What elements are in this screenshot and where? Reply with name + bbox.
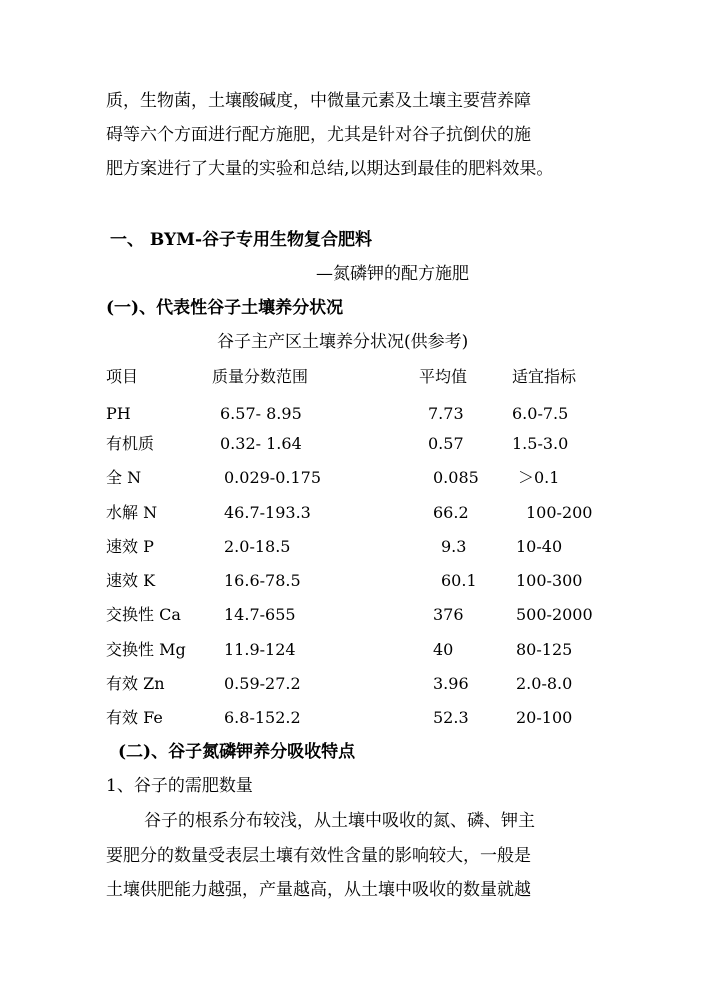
row-item: 交换性 Mg <box>106 640 186 659</box>
row-range: 14.7-655 <box>224 605 296 624</box>
row-average: 9.3 <box>441 537 467 556</box>
row-range: 6.57- 8.95 <box>220 404 302 423</box>
row-suitable: 6.0-7.5 <box>512 404 569 423</box>
row-item: 有机质 <box>106 434 155 453</box>
body-line-1: 谷子的根系分布较浅，从土壤中吸收的氮、磷、钾主 <box>144 811 535 831</box>
subsection-heading-1: (一)、代表性谷子土壤养分状况 <box>106 298 344 318</box>
row-item: PH <box>106 404 131 423</box>
row-range: 11.9-124 <box>224 640 296 659</box>
row-average: 0.085 <box>433 468 479 487</box>
row-average: 7.73 <box>428 404 464 423</box>
row-range: 6.8-152.2 <box>224 708 301 727</box>
row-range: 0.59-27.2 <box>224 674 301 693</box>
row-suitable: 10-40 <box>516 537 563 556</box>
row-suitable: 500-2000 <box>516 605 593 624</box>
row-item: 全 N <box>106 468 142 487</box>
item-heading-1: 1、谷子的需肥数量 <box>106 776 253 796</box>
subsection-heading-2: (二)、谷子氮磷钾养分吸收特点 <box>118 742 356 762</box>
row-average: 66.2 <box>433 503 469 522</box>
header-suitable: 适宜指标 <box>512 367 577 386</box>
header-item: 项目 <box>106 367 139 386</box>
table-caption: 谷子主产区土壤养分状况(供参考) <box>217 332 469 352</box>
intro-line-1: 质，生物菌，土壤酸碱度，中微量元素及土壤主要营养障 <box>106 91 531 111</box>
row-item: 有效 Fe <box>106 708 163 727</box>
header-range: 质量分数范围 <box>212 367 309 386</box>
row-range: 16.6-78.5 <box>224 571 301 590</box>
row-average: 60.1 <box>441 571 477 590</box>
row-average: 40 <box>433 640 454 659</box>
section-subtitle: —氮磷钾的配方施肥 <box>316 264 469 284</box>
row-range: 0.029-0.175 <box>224 468 322 487</box>
body-line-2: 要肥分的数量受表层土壤有效性含量的影响较大，一般是 <box>106 846 531 866</box>
row-item: 速效 P <box>106 537 154 556</box>
row-item: 水解 N <box>106 503 158 522</box>
row-average: 0.57 <box>428 434 464 453</box>
intro-line-2: 碍等六个方面进行配方施肥，尤其是针对谷子抗倒伏的施 <box>106 125 531 145</box>
body-line-3: 土壤供肥能力越强，产量越高，从土壤中吸收的数量就越 <box>106 880 531 900</box>
row-suitable: 100-200 <box>526 503 593 522</box>
row-item: 有效 Zn <box>106 674 165 693</box>
row-average: 376 <box>433 605 464 624</box>
row-average: 52.3 <box>433 708 469 727</box>
row-suitable: 20-100 <box>516 708 573 727</box>
row-range: 0.32- 1.64 <box>220 434 302 453</box>
row-suitable: 100-300 <box>516 571 583 590</box>
row-suitable: 80-125 <box>516 640 573 659</box>
row-item: 交换性 Ca <box>106 605 181 624</box>
section-heading: 一、 BYM-谷子专用生物复合肥料 <box>110 230 372 250</box>
row-suitable: 2.0-8.0 <box>516 674 573 693</box>
row-suitable: ＞0.1 <box>518 468 560 487</box>
header-average: 平均值 <box>419 367 468 386</box>
row-item: 速效 K <box>106 571 156 590</box>
row-suitable: 1.5-3.0 <box>512 434 569 453</box>
row-range: 2.0-18.5 <box>224 537 291 556</box>
intro-line-3: 肥方案进行了大量的实验和总结,以期达到最佳的肥料效果。 <box>106 159 554 179</box>
row-range: 46.7-193.3 <box>224 503 311 522</box>
row-average: 3.96 <box>433 674 469 693</box>
